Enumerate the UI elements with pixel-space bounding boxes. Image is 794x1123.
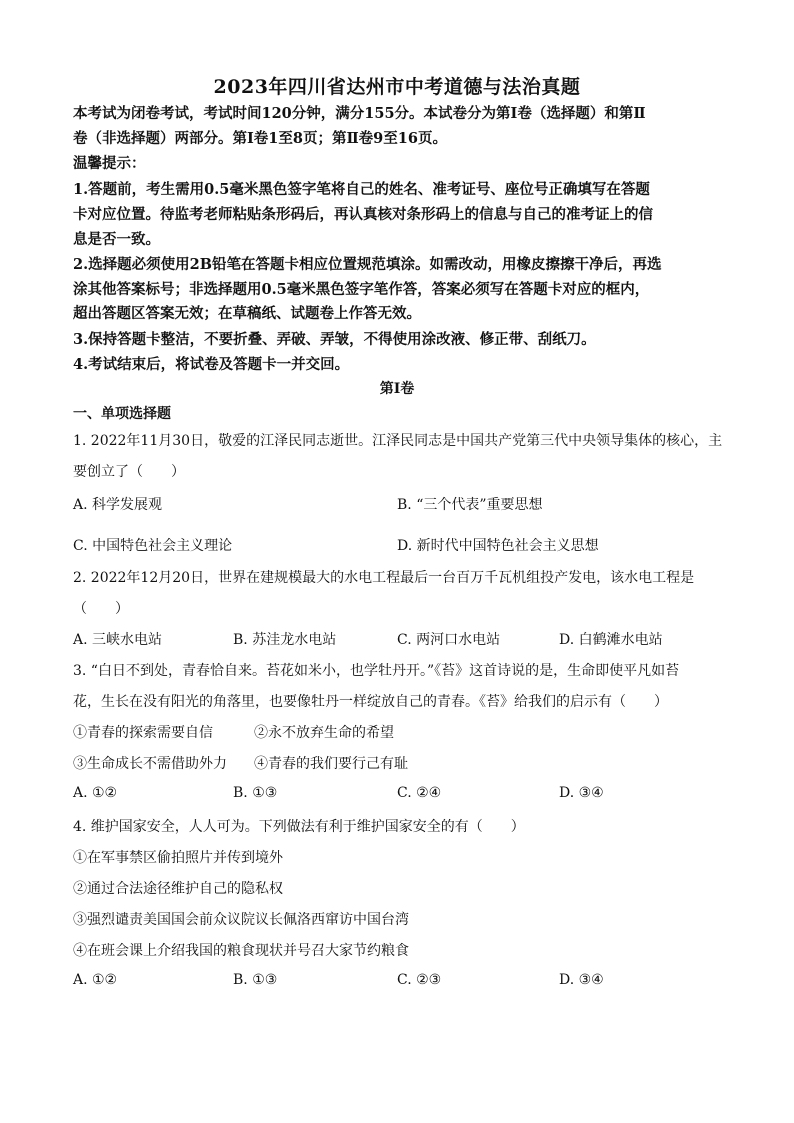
tip-line: 卡对应位置。待监考老师粘贴条形码后，再认真核对条形码上的信息与自己的准考证上的信	[73, 206, 653, 223]
option: D. ③④	[559, 785, 604, 801]
statement-item: ④在班会课上介绍我国的粮食现状并号召大家节约粮食	[73, 943, 409, 959]
question-stem: 3. “白日不到处，青春恰自来。苔花如米小，也学牡丹开。”《苔》这首诗说的是，生命即使平凡如苔	[73, 663, 680, 679]
statement-item: ④青春的我们要行己有耻	[254, 756, 408, 772]
statement-item: ②永不放弃生命的希望	[254, 725, 394, 741]
statement-item: ③强烈谴责美国国会前众议院议长佩洛西窜访中国台湾	[73, 912, 409, 928]
tips-heading: 温馨提示：	[73, 155, 146, 172]
tip-line: 3.保持答题卡整洁，不要折叠、弄破、弄皱，不得使用涂改液、修正带、刮纸刀。	[73, 331, 596, 348]
option: B. “三个代表”重要思想	[397, 497, 543, 513]
option: A. 科学发展观	[73, 497, 163, 513]
option: B. ①③	[233, 785, 278, 801]
option: A. ①②	[73, 972, 118, 988]
question-stem: 4. 维护国家安全，人人可为。下列做法有利于维护国家安全的有（ ）	[73, 819, 525, 835]
tip-line: 超出答题区答案无效；在草稿纸、试题卷上作答无效。	[73, 305, 421, 322]
statement-item: ①青春的探索需要自信	[73, 725, 213, 741]
section-heading: 一、单项选择题	[73, 406, 171, 422]
page-title: 2023年四川省达州市中考道德与法治真题	[213, 76, 581, 98]
intro-line: 本考试为闭卷考试，考试时间120分钟，满分155分。本试卷分为第Ⅰ卷（选择题）和第Ⅱ	[73, 105, 646, 122]
option: C. 两河口水电站	[397, 632, 501, 648]
tip-line: 涂其他答案标号；非选择题用0.5毫米黑色签字笔作答，答案必须写在答题卡对应的框内，	[73, 281, 650, 298]
option: B. ①③	[233, 972, 278, 988]
statement-item: ②通过合法途径维护自己的隐私权	[73, 881, 283, 897]
tip-line: 息是否一致。	[73, 231, 160, 248]
tip-line: 4.考试结束后，将试卷及答题卡一并交回。	[73, 356, 350, 373]
volume-heading: 第Ⅰ卷	[379, 381, 415, 397]
option: C. ②④	[397, 785, 442, 801]
option: A. ①②	[73, 785, 118, 801]
tip-line: 1.答题前，考生需用0.5毫米黑色签字笔将自己的姓名、准考证号、座位号正确填写在答题	[73, 181, 650, 198]
option: C. 中国特色社会主义理论	[73, 538, 233, 554]
tip-line: 2.选择题必须使用2B铅笔在答题卡相应位置规范填涂。如需改动，用橡皮擦擦干净后，再选	[73, 256, 662, 273]
statement-item: ③生命成长不需借助外力	[73, 756, 227, 772]
question-stem: （ ）	[73, 601, 129, 617]
question-stem: 要创立了（ ）	[73, 464, 185, 480]
question-stem: 花，生长在没有阳光的角落里，也要像牡丹一样绽放自己的青春。《苔》给我们的启示有（ ）	[73, 694, 668, 710]
intro-line: 卷（非选择题）两部分。第Ⅰ卷1至8页；第Ⅱ卷9至16页。	[73, 130, 447, 147]
option: D. 新时代中国特色社会主义思想	[397, 538, 599, 554]
question-stem: 1. 2022年11月30日，敬爱的江泽民同志逝世。江泽民同志是中国共产党第三代中央领导集体的核心，主	[73, 433, 723, 449]
option: A. 三峡水电站	[73, 632, 163, 648]
statement-item: ①在军事禁区偷拍照片并传到境外	[73, 850, 283, 866]
option: C. ②③	[397, 972, 442, 988]
option: D. 白鹤滩水电站	[559, 632, 663, 648]
option: B. 苏洼龙水电站	[233, 632, 337, 648]
option: D. ③④	[559, 972, 604, 988]
question-stem: 2. 2022年12月20日，世界在建规模最大的水电工程最后一台百万千瓦机组投产发电，该水电工程是	[73, 570, 695, 586]
